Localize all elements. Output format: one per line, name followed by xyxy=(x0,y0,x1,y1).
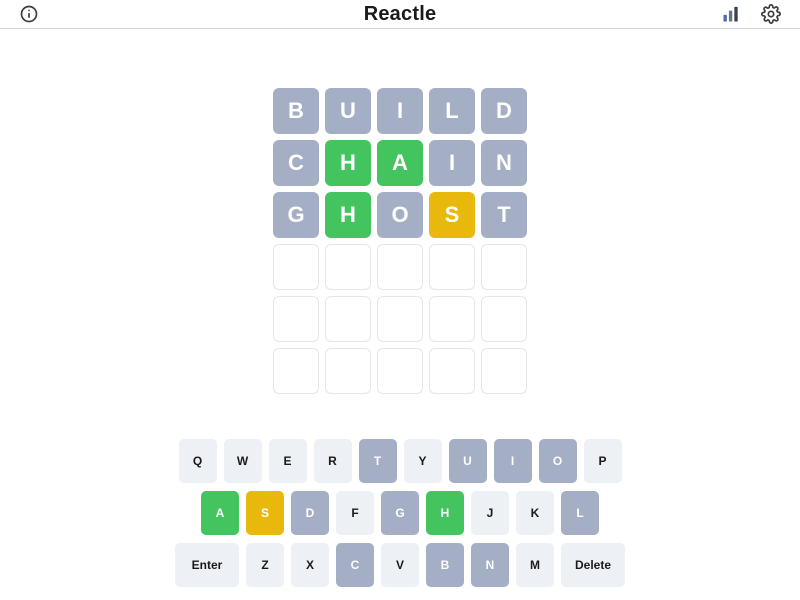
keyboard-row xyxy=(175,543,625,587)
letter-tile xyxy=(325,348,371,394)
key-g[interactable]: G xyxy=(381,491,419,535)
key-v[interactable]: V xyxy=(381,543,419,587)
board-row xyxy=(270,241,530,293)
page-title: Reactle xyxy=(363,2,437,25)
key-m[interactable]: M xyxy=(516,543,554,587)
letter-tile xyxy=(273,348,319,394)
letter-tile xyxy=(377,296,423,342)
app-header xyxy=(0,0,800,29)
key-u[interactable]: U xyxy=(449,439,487,483)
board-row xyxy=(270,345,530,397)
key-f[interactable]: F xyxy=(336,491,374,535)
letter-tile: S xyxy=(429,192,475,238)
letter-tile xyxy=(429,296,475,342)
bar-chart-icon[interactable] xyxy=(720,3,742,25)
letter-tile: N xyxy=(481,140,527,186)
key-delete[interactable]: Delete xyxy=(561,543,625,587)
key-p[interactable]: P xyxy=(584,439,622,483)
letter-tile: H xyxy=(325,140,371,186)
key-d[interactable]: D xyxy=(291,491,329,535)
letter-tile: O xyxy=(377,192,423,238)
letter-tile: H xyxy=(325,192,371,238)
keyboard-row xyxy=(179,439,622,483)
letter-tile xyxy=(273,296,319,342)
board-row xyxy=(270,137,530,189)
header-left-group xyxy=(18,3,40,25)
board-row xyxy=(270,293,530,345)
letter-tile xyxy=(481,244,527,290)
key-y[interactable]: Y xyxy=(404,439,442,483)
keyboard-row xyxy=(201,491,599,535)
letter-tile xyxy=(325,244,371,290)
letter-tile: L xyxy=(429,88,475,134)
info-circle-icon[interactable] xyxy=(18,3,40,25)
key-k[interactable]: K xyxy=(516,491,554,535)
key-o[interactable]: O xyxy=(539,439,577,483)
key-a[interactable]: A xyxy=(201,491,239,535)
board-row xyxy=(270,189,530,241)
letter-tile xyxy=(377,348,423,394)
letter-tile: B xyxy=(273,88,319,134)
letter-tile: I xyxy=(429,140,475,186)
gear-icon[interactable] xyxy=(760,3,782,25)
key-t[interactable]: T xyxy=(359,439,397,483)
letter-tile xyxy=(325,296,371,342)
letter-tile xyxy=(273,244,319,290)
key-j[interactable]: J xyxy=(471,491,509,535)
letter-tile: C xyxy=(273,140,319,186)
letter-tile: D xyxy=(481,88,527,134)
key-c[interactable]: C xyxy=(336,543,374,587)
letter-tile xyxy=(429,244,475,290)
letter-tile: T xyxy=(481,192,527,238)
key-enter[interactable]: Enter xyxy=(175,543,239,587)
letter-tile xyxy=(481,348,527,394)
letter-tile xyxy=(377,244,423,290)
on-screen-keyboard xyxy=(0,439,800,587)
letter-tile: G xyxy=(273,192,319,238)
board-container xyxy=(0,85,800,397)
key-i[interactable]: I xyxy=(494,439,532,483)
key-w[interactable]: W xyxy=(224,439,262,483)
key-s[interactable]: S xyxy=(246,491,284,535)
key-h[interactable]: H xyxy=(426,491,464,535)
key-z[interactable]: Z xyxy=(246,543,284,587)
key-x[interactable]: X xyxy=(291,543,329,587)
key-r[interactable]: R xyxy=(314,439,352,483)
key-e[interactable]: E xyxy=(269,439,307,483)
key-l[interactable]: L xyxy=(561,491,599,535)
header-right-group xyxy=(720,3,782,25)
letter-tile: A xyxy=(377,140,423,186)
letter-tile xyxy=(429,348,475,394)
guess-board xyxy=(270,85,530,397)
letter-tile: I xyxy=(377,88,423,134)
key-n[interactable]: N xyxy=(471,543,509,587)
letter-tile xyxy=(481,296,527,342)
key-q[interactable]: Q xyxy=(179,439,217,483)
board-row xyxy=(270,85,530,137)
letter-tile: U xyxy=(325,88,371,134)
key-b[interactable]: B xyxy=(426,543,464,587)
